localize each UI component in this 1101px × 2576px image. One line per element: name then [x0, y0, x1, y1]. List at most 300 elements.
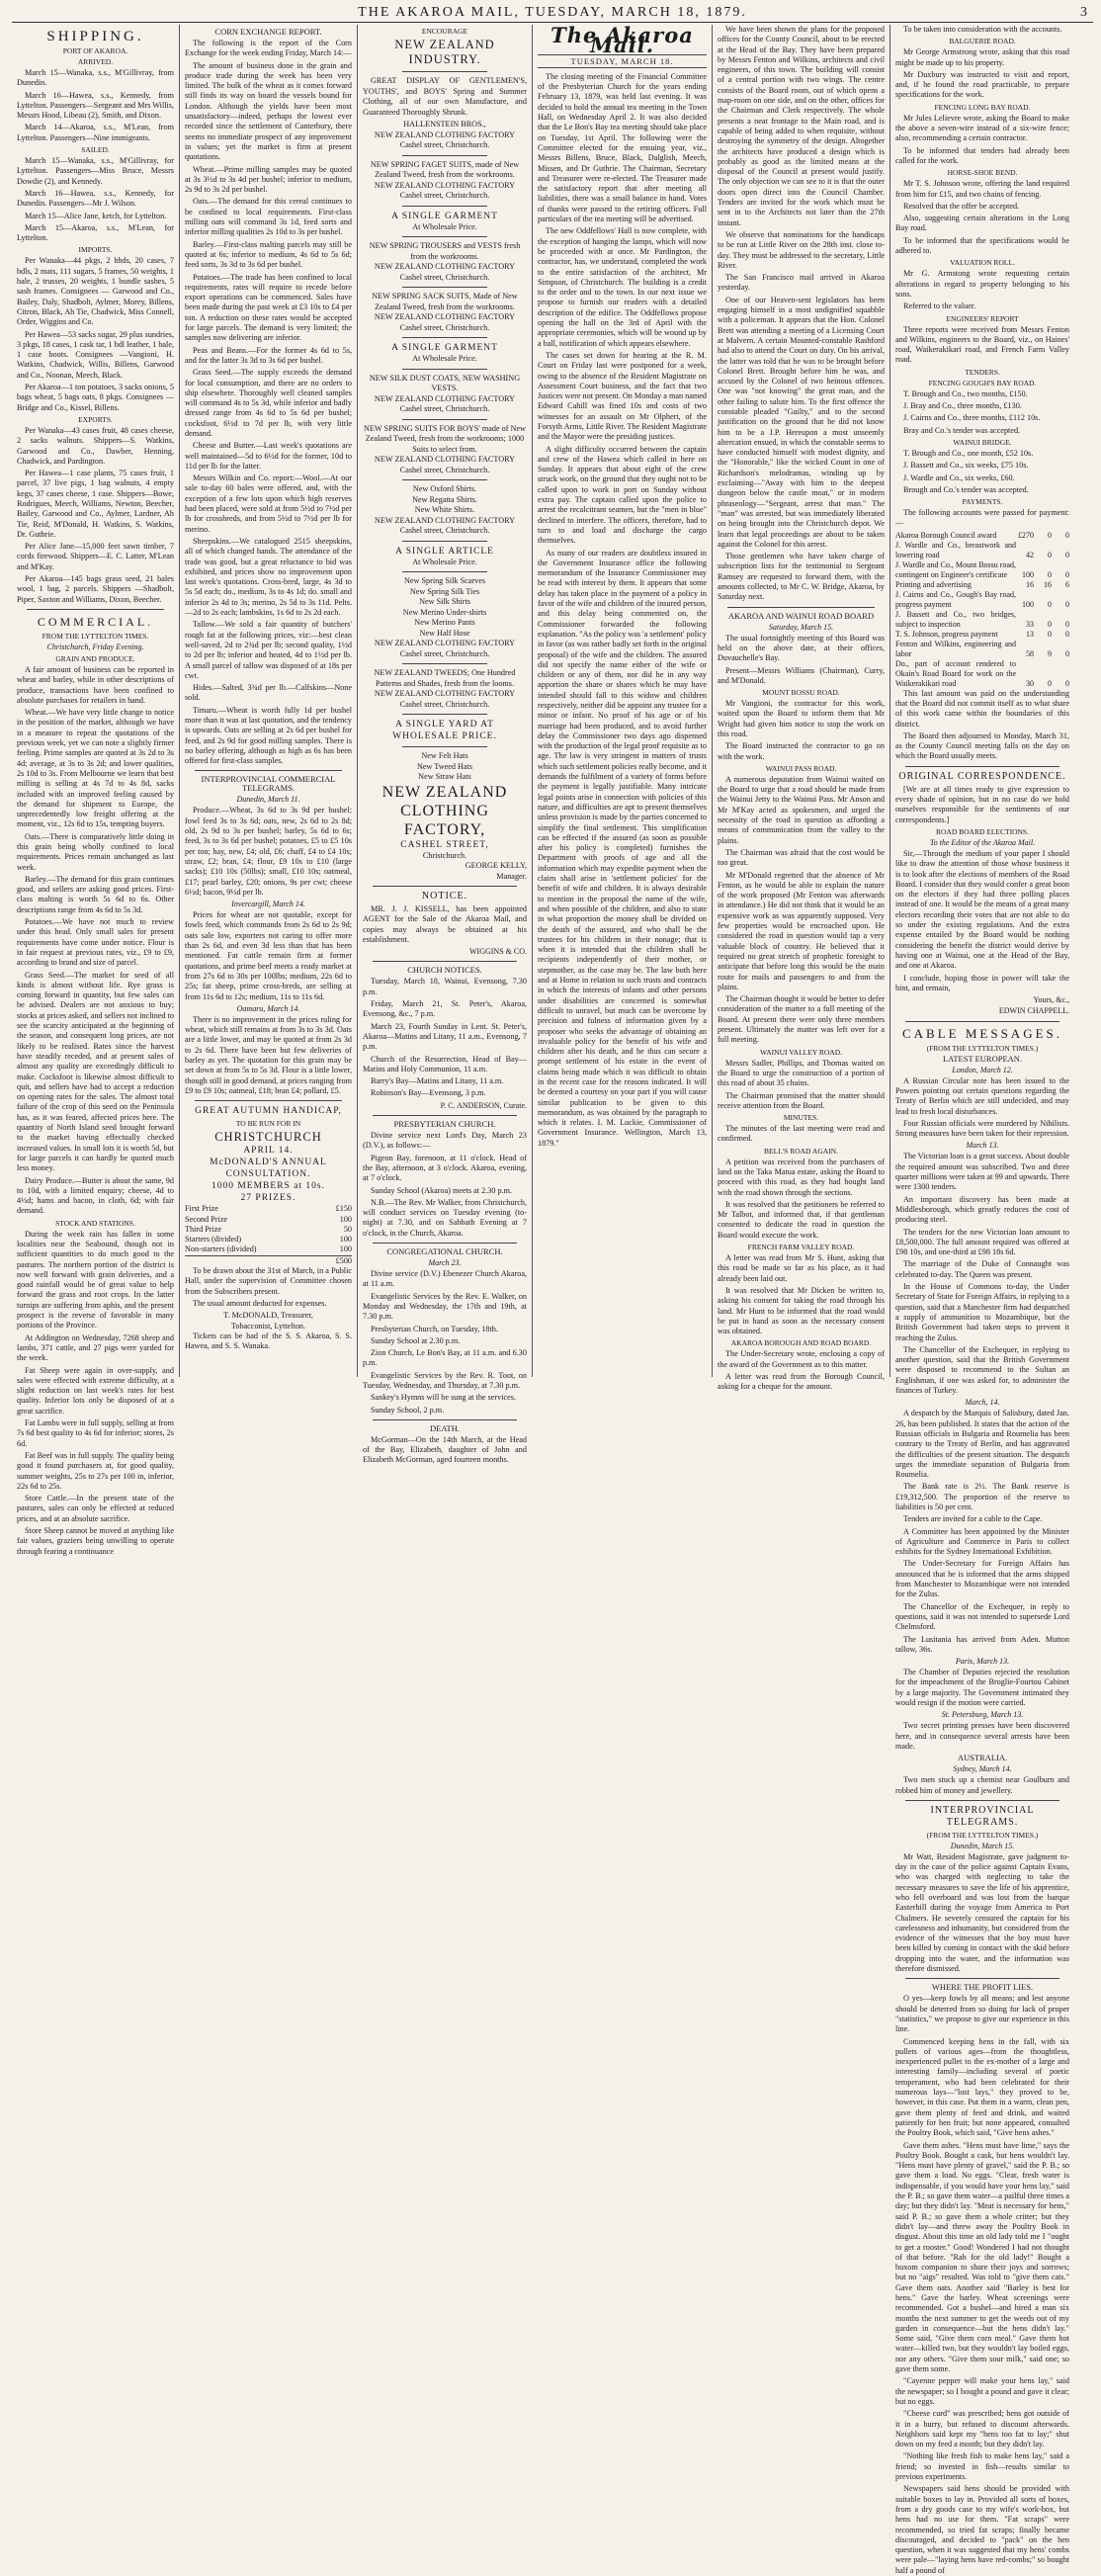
tender-item: J. Bassett and Co., six weeks, £75 10s.: [903, 461, 1029, 471]
arrived-item: March 15—Wanaka, s.s., M'Gillivray, from Dunedin.: [17, 68, 174, 88]
stock-para: Store Sheep cannot be moved at anything like fair values, graziers being unwilling to operate through fearing a continuance: [17, 1526, 174, 1556]
board-heading: AKAROA AND WAINUI ROAD BOARD: [727, 610, 875, 621]
arrived-item: March 16—Hawea, s.s., Kennedy, from Lyttelton. Passengers—Sergeant and Mrs Willis, Messrs Hood, Libeau (2), Smith, and Dixon.: [17, 90, 175, 121]
stock-heading: STOCK AND STATIONS.: [55, 1218, 135, 1228]
sailed-item: March 15—Akaroa, s.s., M'Lean, for Lyttelton.: [17, 222, 174, 243]
stock-para: Fat Beef was in full supply. The quality being good it found purchasers at, for good quality, summer weights, 25s to 27s per 100 in, inferior, 22s 6d to 25s.: [17, 1450, 174, 1491]
corn-para: Timaru.—Wheat is worth fully 1d per bushel more than it was at last quotation, and the tendency is upwards. Oats are selling at 2s 6d per bushel for feed, and 2s 9d for good milling samples. There is no barley offering, although as high as 6s has been offered for first-class samples.: [185, 705, 352, 766]
board-para: It was resolved that Mr Dicken be written to, asking his consent for taking the road through his land. Mr Hunt to be informed that the road would be put in hand as soon as the necessary consent was obtained.: [718, 1285, 885, 1336]
divider: [373, 1243, 517, 1244]
divider: [727, 607, 875, 608]
sailed-item: March 15—Wanaka, s.s., M'Gillivray, for Lyttelton. Passengers—Miss Bruce, Messrs Dowdie (2), and Kennedy.: [17, 156, 174, 186]
shillings: 0: [1048, 599, 1052, 609]
exports-item: Per Hawea—1 case plants, 75 cases fruit, 1 parcel, 37 live pigs, 1 bag walnuts, 4 empty kegs, 37 cases cheese, 1 case. Shippers—Bowe, Rodrigues, Meech, Williams, Newton, Beecher, Bailey, Garwood and Co., Aylmer, Lardner, Ah Tie, Reid, M'Donald, H. Watkins, S. Watkins, Dr. Guthrie.: [17, 469, 174, 539]
payment-desc: J. Wardle and Co., breastwork and lowering road: [895, 540, 1016, 559]
factory-address: Cashel street, Christchurch.: [399, 526, 490, 535]
divider: [402, 236, 487, 237]
subhead: FENCING LONG BAY ROAD.: [934, 102, 1031, 112]
board-para: Brough and Co.'s tender was accepted.: [903, 484, 1029, 494]
shillings: 9: [1048, 648, 1052, 658]
shirt-item: New White Shirts.: [414, 505, 475, 514]
table-row: [185, 1225, 352, 1235]
congr-item: Divine service (D.V.) Ebenezer Church Akaroa, at 11 a.m.: [363, 1269, 527, 1289]
payment-desc: J. Wardle and Co., Mount Bossu road, contingent on Engineer's certificate: [895, 559, 1016, 579]
hat-item: New Felt Hats: [421, 751, 468, 760]
profit-para: "Cheese curd" was prescribed; hens got outside of it in a hurry, but refused to discount afterwards. Neighbors said kept my "hens too fat to lay;" shut down on my feed a month; but they didn't lay.: [895, 2409, 1069, 2449]
column-4: [533, 25, 713, 1377]
cable-para: The Victorian loan is a great success. About double the required amount was subscribed. Two and three quarter millions were taken at 99 and upwards. There were 1300 tenders.: [895, 1152, 1069, 1192]
imports-item: Per Akaroa—1 ton potatoes, 3 sacks onions, 5 bags wheat, 5 bags oats, 8 pkgs. Consignees — Bridge and Co., Kissel, Billens.: [17, 383, 174, 412]
profit-para: "Cayenne pepper will make your hens lay," said the newspaper; so I bought a pound and gave it clear; but no eggs.: [895, 2376, 1069, 2406]
board-para: Bray and Co.'s tender was accepted.: [903, 425, 1021, 435]
corn-para: Hides.—Salted, 3¾d per lb.—Calfskins—None sold.: [185, 683, 352, 703]
manager-name: GEORGE KELLY,: [465, 861, 527, 870]
congr-item: Evangelistic Services by the Rev. E. Walker, on Monday and Wednesday, the 17th and 19th, at 7.30 p.m.: [363, 1291, 527, 1322]
board-para: The Chairman thought it would be better to defer consideration of the matter to a full meeting of the Board. At present there were only three members present. Ultimately the matter was left over for a full meeting.: [718, 994, 885, 1045]
board-para: Resolved that the offer be accepted.: [903, 201, 1020, 211]
pence: 0: [1065, 629, 1069, 639]
masthead-title: THE AKAROA MAIL, TUESDAY, MARCH 18, 1879.: [358, 5, 747, 20]
wholesale-price: At Wholesale Price.: [412, 221, 477, 231]
telegram-para: Mr Watt, Resident Magistrate, gave judgment to-day in the case of the police against Captain Evans, who was charged with neglecting to take the necessary measures to save the life of his apprentice, who fell overboard and was lost from the barque Easterhill during the voyage from America to Port Chalmers. He severely censured the captain for his carelessness and inhumanity, but considered from the evidence of the witnesses that the boy must have been killed by coming in contact with the skid before dropping into the water, and the information was therefore dismissed.: [895, 1851, 1069, 1974]
grain-para: Potatoes.—We have not much to review under this head. Only small sales for present requirements have come under notice. Flour is in fair request at previous rates, viz., £9 to £9, according to brand and size of parcel.: [17, 917, 174, 968]
grain-heading: GRAIN AND PRODUCE.: [55, 653, 135, 663]
invercargill-para: Prices for wheat are not quotable, except for fowls feed, which commands from 2s 6d to 2s 9d; oats sale low, exporters not caring to offer more than 2s 6d, and even 3d less than that has been mentioned. Fat cattle remain firm at former quotations, and prime beef meets a ready market at from 27s 6d to 30s per 100lbs; medium, 22s 6d to 25s; fat sheep, prime cross-breds, are selling at from 11s 6d to 12s; medium, 11s to 11s 6d.: [185, 910, 352, 1001]
divider: [402, 337, 487, 338]
congr-item: Sunday School at 2.30 p.m.: [371, 1335, 461, 1345]
factory-address: Cashel street, Christchurch.: [399, 404, 490, 413]
congr-item: Sunday School, 2 p.m.: [371, 1405, 445, 1415]
divider: [905, 1021, 1059, 1022]
board-para: The Chairman promised that the matter should receive attention from the Board.: [718, 1090, 885, 1110]
editorial-para: The closing meeting of the Financial Committee of the Presbyterian Church for the years ending February 13, 1879, was held last evening. It was decided to hold the annual tea meeting in the Town Hall, on Wednesday April 2. It was also decided that the Le Bon's Bay tea meeting should take place on Tuesday, 1st April. The following were the Committee elected for the ensuing year, viz., Messrs Billens, Bruce, Black, Dalglish, Meech, Missen, and Dr Guthrie. The Chairman, Secretary and Treasurer were re-elected. The Treasurer made the satisfactory report that after meeting all liabilities, there was a small balance in hand. Votes of thanks were passed to the retiring officers. Full particulars of the tea meeting will be advertised.: [538, 71, 707, 224]
imports-item: Per Hawea—53 sacks sugar, 29 plus sundries, 3 pkgs, 18 cases, 1 cask tar, 1 bdl leather, 1 bale, 1 case boots. Consignees —Vangioni, H. Watkins, Chadwick, Willis, Billens, Garwood and Co., Noonan, Meech, Black.: [17, 329, 174, 380]
scarf-item: New Half Hose: [419, 628, 470, 638]
board-date: Saturday, March 15.: [768, 622, 834, 632]
faget-suits: NEW SPRING FAGET SUITS, made of New Zealand Tweed, fresh from the workrooms.: [370, 159, 520, 179]
corn-para: Peas and Beans.—For the former 4s 6d to 5s, and for the latter 3s 3d to 3s 6d per bushel.: [185, 345, 352, 365]
board-para: Messrs Sadler, Phillips, and Thomas waited on the Board to urge the construction of a portion of this road of about 35 chains.: [718, 1058, 885, 1088]
paris-dateline: Paris, March 13.: [955, 1657, 1010, 1667]
profit-heading: WHERE THE PROFIT LIES.: [931, 1982, 1034, 1993]
notice-heading: NOTICE.: [421, 891, 468, 902]
handicap-title: GREAT AUTUMN HANDICAP,: [195, 1106, 342, 1117]
pence: 0: [1065, 530, 1069, 540]
board-para: Referred to the valuer.: [903, 301, 976, 311]
consultation-title: McDONALD'S ANNUAL CONSULTATION.: [210, 1158, 327, 1180]
cashel-street: CASHEL STREET,: [400, 839, 489, 850]
tweeds: NEW ZEALAND TWEEDS; One Hundred Patterns and Shades, fresh from the looms.: [374, 668, 516, 688]
presby-item: Pigeon Bay, forenoon, at 11 o'clock. Head of the Bay, afternoon, at 3 o'clock. Akaroa, evening, at 7 o'clock.: [363, 1153, 527, 1183]
handicap-ad: [185, 1105, 352, 1204]
church-heading: CHURCH NOTICES.: [407, 965, 482, 976]
divider: [402, 419, 487, 420]
cable-para: In the House of Commons to-day, the Under Secretary of State for Foreign Affairs, in replying to a question, said that a Manchester firm had despatched a supply of ammunition to Mozambique, but the British Government had taken steps to prevent it reaching the Zulus.: [895, 1282, 1069, 1342]
subhead: WAINUI VALLEY ROAD.: [760, 1047, 842, 1057]
payment-desc: Do., part of account rendered to Okain's Road Board for work on the Waikerakikari road: [895, 658, 1016, 688]
divider: [373, 961, 517, 962]
cable-heading: CABLE MESSAGES.: [901, 1025, 1063, 1041]
board-para: This last amount was paid on the understanding that the Board did not commit itself as to what share of this work came within the boundaries of this district.: [895, 688, 1069, 729]
hallenstein: HALLENSTEIN BROS.,: [403, 120, 486, 129]
tender-item: T. Brough and Co., two months, £150.: [903, 388, 1028, 398]
dunedin-para: Produce.—Wheat, 3s 6d to 3s 9d per bushel; fowl feed 3s to 3s 6d; oats, new, 2s 6d to 2s 8d; old, 2s 9d to 3s per bushel; barley, 5s 6d to 6s; feed, 3s to 3s 6d per bushel; potatoes, £5 to £5 10s per ton; hay, new, £4; old, £6; chaff, £4 to £4 10s; straw, £2; bran, £4; flour, £9 10s to £10 (large sacks); £10 10s (50lbs); small, £10 10s; oatmeal, £17; pearl barley, £20; onions, 9s per cwt; cheese 6½d; bacon, 9½d per lb.: [185, 806, 352, 897]
subhead: FRENCH FARM VALLEY ROAD.: [747, 1243, 855, 1252]
board-para: To be informed that tenders had already been called for the work.: [895, 145, 1069, 165]
subhead: ENGINEERS' REPORT: [946, 313, 1019, 323]
prizes-title: 27 PRIZES.: [240, 1193, 296, 1204]
corn-heading: CORN EXCHANGE REPORT.: [214, 27, 322, 37]
subhead: MINUTES.: [783, 1113, 819, 1123]
oamaru-para: There is no improvement in the prices ruling for wheat, which still remains at from 3s to 3s 3d. Oats are a little lower, and may be quoted at from 2s 3d to 2s 6d. There have been but few deliveries of barley as yet. The quotation for this grain may be set down at from 5s to 5s 3d. Flour is a little lower, though still in good demand, at prices ranging from £9 to £9 10s; oatmeal, £18; bran £4; pollard, £5.: [185, 1014, 352, 1095]
letter-closing: Yours, &c.,: [1033, 995, 1069, 1005]
church-item: Friday, March 21, St. Peter's, Akaroa, Evensong, &c., 7 p.m.: [363, 999, 527, 1019]
editorial-para: A slight difficulty occurred between the captain and crew of the Hawea which called in here on Sunday. It appears that about eight of the crew struck work, on the ground that they ought not to be called upon to work in port on Sunday without extra pay. The captain called upon the police to arrest the recalcitrant seamen, but the "men in blue" declined to interfere. The officers, therefore, had to turn to and load and discharge the cargo themselves.: [538, 444, 707, 546]
factory-name: NEW ZEALAND CLOTHING FACTORY: [374, 312, 516, 321]
profit-para: Newspapers said hens should be provided with suitable boxes to lay in. Provided all sorts of boxes, from a dry goods case to my wife's work-box, but hens had no use for them. "Fat scraps" were recommended, so tried fat scraps; finally became discouraged, and decided to "pack" on the hen question, when it was suggested that my hens' combs were pale—"laying hens have red-combs;" so bought half a pound of: [895, 2484, 1069, 2575]
subhead: TENDERS.: [965, 367, 1000, 377]
church-item: Barry's Bay—Matins and Litany, 11 a.m.: [371, 1076, 504, 1086]
stock-para: Fat Sheep were again in over-supply, and sales were effected with extreme difficulty, at a slight reduction on last week's rates for best quality. Inferior lots only be disposed of at a great sacrifice.: [17, 1365, 174, 1416]
congr-item: Presbyterian Church, on Tuesday, 18th.: [371, 1324, 498, 1333]
subhead: BELL'S ROAD AGAIN.: [764, 1146, 838, 1156]
board-para: The minutes of the last meeting were read and confirmed.: [718, 1124, 885, 1144]
commercial-dateline: Christchurch, Friday Evening.: [46, 642, 144, 651]
stock-para: During the week rain has fallen in some localities near the Seabound, though not in sufficient quantities to do much good to the pastures. The northern portion of the district is now well forward with grain deliveries, and a good rainfall would be of great value to help forward the grass and root crops. In the latter turnips are suffering from aphis, and the present prospect is the reverse of favorable in many portions of the Province.: [17, 1229, 174, 1331]
news-para: One of our Heaven-sent legislators has been engaging himself in a most undignified squabble with a policeman. It appears that the Hon. Colonel Brett was attending a meeting of a Licensing Court at Malvern. A certain Mounted-constable Rashford had also to attend the Court on duty. On his arrival, the latter was told that he was to be brought before Colonel Brett. Brought before him he was, and accused by the Colonel of two heinous offences. One was "not knowing" the great man, and the other failing to salute him. To the first offence the constable pleaded "Guilty," and to the second justification on the ground that he did not know him to be a J.P. Hereupon a most unseemly altercation ensued, in which the constable seems to have conducted himself with modest dignity, and the "Honorable," like the wicked Count in one of Richardson's melodramas, winding up by exclaiming—"Away with him to the deepest dungeon below the castle moat," or in modern phraseology—"Sergeant, arrest that man." The "man" was arrested, but was immediately liberated on being brought into the Christchurch depot. We learn that legal proceedings are about to be taken against the Colonel for this arrest.: [718, 295, 885, 549]
prize-name: Third Prize: [185, 1224, 222, 1234]
board-para: The usual fortnightly meeting of this Board was held on the above date, at their offices, Duvauchelle's Bay.: [718, 633, 885, 663]
divider: [402, 71, 487, 72]
shillings: 0: [1048, 619, 1052, 629]
presby-heading: PRESBYTERIAN CHURCH.: [393, 1119, 496, 1130]
cable-para: The Under-Secretary for Foreign Affairs has announced that he is informed that the arms shipped from Manchester to Mozambique were not intended for the Zulus.: [895, 1559, 1069, 1599]
cable-date: March 13.: [966, 1141, 999, 1151]
board-para: It was resolved that the petitioners be referred to Mr Talbot, and informed that, if that gentleman consented to dedicate the road in question the Board would execute the work.: [718, 1199, 885, 1240]
cable-para: A despatch by the Marquis of Salisbury, dated Jan. 26, has been published. It states that the action of the Russian officials in Bulgaria and Roumelia has been contrary to the Treaty of Berlin, and has aggravated the difficulties of the present situation. The despatch urges the immediate separation of Bulgaria from Roumelia.: [895, 1409, 1069, 1480]
masthead: [12, 4, 1093, 23]
tender-item: T. Brough and Co., one month, £52 10s.: [903, 448, 1034, 458]
editorial-para: The new Oddfellows' Hall is now complete, with the exception of hanging the lamps, which will now be proceeded with at once. Mr Pardington, the contractor, has, we understand, completed the work to the entire satisfaction of the architect, Mr Simpson, of Christchurch. The building is a credit to the order and to the town. In our next issue we propose to furnish our readers with a detailed description of the edifice. The Oddfellows propose opening the hall on the 3rd of April with the appropriate ceremonies, which will be wound up by a ball, notification of which appears elsewhere.: [538, 226, 707, 348]
manager-title: Manager.: [496, 871, 527, 881]
scarf-item: New Silk Shirts: [419, 597, 470, 606]
arrived-item: March 14—Akaroa, s.s., M'Lean, from Lyttelton. Passengers—Nine immigrants.: [17, 123, 174, 142]
board-para: Present—Messrs Williams (Chairman), Curry, and M'Donald.: [718, 665, 885, 685]
divider: [195, 1100, 342, 1101]
members-line: 1000 MEMBERS at 10s.: [211, 1181, 325, 1192]
presby-item: N.B.—The Rev. Mr Walker, from Christchurch, will conduct services on Tuesday evening (to-night) at 7.30, and on Sabbath Evening at 7 o'clock, in the Church, Akaroa.: [363, 1197, 527, 1238]
divider: [905, 1800, 1059, 1801]
pounds: 42: [1026, 550, 1034, 559]
silk-dust: NEW SILK DUST COATS, NEW WASHING VESTS.: [369, 373, 521, 392]
divider: [373, 1419, 517, 1420]
board-para: To be informed that the specifications would be adhered to.: [895, 235, 1069, 256]
board-para: Mr T. S. Johnson wrote, offering the land required from him for £15, and two chains of fencing.: [895, 179, 1069, 199]
orig-corr-note: [We are at all times ready to give expression to every shade of opinion, but in no case do we hold ourselves responsible for the sentiments of our correspondents.]: [895, 784, 1069, 824]
board-para: Mr Duxbury was instructed to visit and report, and, if he found the road practicable, to prepare specifications for the work.: [895, 69, 1069, 100]
payments-table: [895, 531, 1069, 689]
factory-name: NEW ZEALAND CLOTHING FACTORY: [374, 393, 516, 403]
single-garment: A SINGLE GARMENT: [391, 343, 498, 353]
prize-amount: 50: [343, 1224, 352, 1234]
payment-desc: J. Cairns and Co., Gough's Bay road, progress payment: [895, 589, 1016, 609]
board-para: The Board then adjourned to Monday, March 31, as the County Council meeting falls on the day on which the Board usually meets.: [895, 730, 1069, 761]
scarf-item: New Merino Pants: [414, 618, 475, 627]
letter-para: I conclude, hoping those in power will take the hint, and remain,: [895, 973, 1069, 992]
treasurer-block: [185, 1311, 352, 1331]
editorial-date: TUESDAY, MARCH 18.: [538, 54, 707, 68]
payment-desc: Printing and advertising: [895, 579, 972, 589]
handicap-drawn: To be drawn about the 31st of March, in a Public Hall, under the supervision of Committee chosen from the Subscribers present.: [185, 1265, 352, 1296]
column-6: [890, 25, 1074, 2575]
board-para: Mr Vangioni, the contractor for this work, waited upon the Board to inform them that Mr Wright had given him notice to stop the work on this road.: [718, 699, 885, 738]
prize-table: [185, 1204, 352, 1266]
divider: [402, 479, 487, 480]
factory-address: Cashel street, Christchurch.: [399, 140, 490, 149]
divider: [402, 541, 487, 542]
shillings: 16: [1044, 579, 1052, 589]
pence: 0: [1065, 619, 1069, 629]
handicap-sub: TO BE RUN FOR IN: [235, 1119, 301, 1129]
church-item: Church of the Resurrection, Head of Bay—Matins and Holy Communion, 11 a.m.: [363, 1054, 527, 1073]
imports-item: Per Wanaka—44 pkgs, 2 hhds, 20 cases, 7 bdls, 2 mats, 111 sugars, 5 frames, 50 weights, 1 bale, 2 trusses, 20 weights, 1 bundle sashes, 5 sash frames. Consignees — Garwood and Co., Bailey, Daly, Shadbolt, Aylmer, Morey, Billens, Citron, Black, Ah Tie, Chadwick, Miss Connell, Order, Wiggins and Co.: [17, 256, 174, 327]
cable-para: The tenders for the new Victorian loan amount to £8,500,000. The full amount required was offered at £98 10s, and one-third at £98 18s 6d.: [895, 1227, 1069, 1257]
grain-para: Dairy Produce.—Butter is about the same, 9d to 10d, with a limited enquiry; cheese, 4d to 4½d; hams and bacon, in cloth, 6d; with fair demand.: [17, 1175, 174, 1216]
clothing-banner: CLOTHING FACTORY,: [400, 802, 489, 838]
presby-item: Sunday School (Akaroa) meets at 2.30 p.m.: [371, 1185, 513, 1195]
christchurch: Christchurch.: [422, 850, 467, 860]
prize-name: Second Prize: [185, 1214, 227, 1224]
sack-suits: NEW SPRING SACK SUITS, Made of New Zealand Tweed, fresh from the workrooms.: [372, 292, 518, 311]
pounds: 30: [1026, 678, 1034, 688]
cable-para: A Committee has been appointed by the Minister of Agriculture and Commerce in Paris to collect exhibits for the Sydney International Exhibition.: [895, 1526, 1069, 1557]
treasurer: T. McDONALD, Treasurer,: [223, 1311, 313, 1321]
factory-address: Cashel street, Christchurch.: [399, 272, 490, 282]
column-5: [713, 25, 890, 1392]
divider: [402, 206, 487, 207]
great-display: GREAT DISPLAY OF GENTLEMEN'S, YOUTHS', and BOYS' Spring and Summer Clothing, all of our own Manufacture, and Guaranteed Thoroughly Shrunk.: [363, 76, 527, 117]
cable-para: Four Russian officials were murdered by Nihilists. Strong measures have been taken for their repression.: [895, 1118, 1069, 1139]
table-row: [895, 580, 1069, 590]
prize-amount: 100: [339, 1214, 352, 1224]
stock-para: Store Cattle.—In the present state of the pastures, sales can only be effected at reduced prices, and at an absolute sacrifice.: [17, 1494, 174, 1523]
board-para: The Chairman was afraid that the cost would be too great.: [718, 847, 885, 868]
news-para: The San Francisco mail arrived in Akaroa yesterday.: [718, 273, 885, 293]
table-row: [895, 560, 1069, 580]
column-2: [180, 25, 358, 1377]
industry-line: NEW ZEALAND INDUSTRY.: [394, 38, 495, 66]
divider: [402, 287, 487, 288]
port-heading: PORT OF AKAROA.: [62, 46, 128, 55]
divider: [402, 714, 487, 715]
handicap-place: CHRISTCHURCH: [214, 1130, 322, 1145]
nz-banner: NEW ZEALAND: [381, 783, 508, 801]
table-row: [895, 541, 1069, 560]
board-para: Three reports were received from Messrs Fenton and Wilkins, engineers to the Board, viz., on Haines' road, Waikerakikari road, and French Farm Valley road.: [895, 324, 1069, 365]
prize-amount: £150: [335, 1204, 352, 1214]
corn-para: The following is the report of the Corn Exchange for the week ending Friday, March 14:—: [185, 39, 352, 58]
grain-para: A fair amount of business can be reported in wheat and barley, while in other descriptions of produce, transactions have been confined to absolute purchases for retailers in hand.: [17, 664, 174, 705]
notice-para: MR. J. J. KISSELL, has been appointed AGENT for the Sale of the Akaroa Mail, and copies may always be obtained at his establishment.: [363, 904, 527, 944]
corn-para: Oats.—The demand for this cereal continues to be confined to local requirements. First-class milling oats will command 3s 1d, feed sorts and inferior milling qualities 2s 10d to 3s per bushel.: [185, 197, 352, 237]
news-para: We observe that nominations for the handicaps to be run at Little River on the 28th inst. close to-day. They must be addressed to the secretary, Little River.: [718, 229, 885, 270]
corn-para: Potatoes.—The trade has been confined to local requirements, rates will require to recede before export operations can be commenced. Sales have been made during the past week at £3 10s to £4 per ton. A reduction on these rates would be accepted for large parcels. The demand is very limited; the samples now delivering are inferior.: [185, 272, 352, 343]
grain-para: Wheat.—We have very little change to notice in the position of the market, although we have in a measure to repeat the quotations of the previous week, yet we can note a slightly firmer feeling. Prime samples are quoted at 3s 2d to 3s 4d; average, at 3s to 3s 2d; and lower qualities, 2s 10d to 3s. From Melbourne we learn that best milling is selling at 4s 7d to 4s 8d, sacks included with an improved feeling caused by the demand for shipment to Europe, the unprecedentedly low freight offering at the moment, viz., 12s 6d to 15s, tempting buyers.: [17, 708, 174, 829]
scarf-item: New Spring Silk Ties: [409, 586, 480, 596]
exports-heading: EXPORTS.: [78, 414, 113, 424]
table-row: [895, 630, 1069, 640]
single-article: A SINGLE ARTICLE: [395, 546, 494, 557]
divider: [905, 1978, 1059, 1979]
table-row: [895, 659, 1069, 689]
factory-address: Cashel street, Christchurch.: [399, 465, 490, 474]
board-para: Also, suggesting certain alterations in the Long Bay road.: [895, 214, 1069, 233]
cable-para: The Chancellor of the Exchequer, in replying to another question, said that the British Government were disposed to recommend to the Sultan an Englishman, if one was asked for, to administer the finances of Turkey.: [895, 1344, 1069, 1396]
subhead: MOUNT BOSSU ROAD.: [762, 688, 840, 698]
pounds: 33: [1026, 619, 1034, 629]
board-para: Mr M'Donald regretted that the absence of Mr Fenton, as he would be able to explain the nature of the work proposed (Mr Fenton was afterwards in attendance.) He did not think that it would be an expensive work as was apparently supposed. Very few properties would be encroached upon. He considered the road in question would tap a very valuable block of country. He believed that it required no great stretch of prophetic foresight to anticipate that before long this would be the main route for mails and passengers to and from the plains.: [718, 870, 885, 991]
pence: 6: [1065, 579, 1069, 589]
corn-para: Wheat.—Prime milling samples may be quoted at 3s 3½d to 3s 4d per bushel; inferior to medium, 2s 9d to 3s 2d per bushel.: [185, 164, 352, 195]
stock-para: At Addington on Wednesday, 7268 sheep and lambs, 371 cattle, and 27 pigs were yarded for the week.: [17, 1332, 174, 1363]
pence: 0: [1065, 648, 1069, 658]
board-para: A letter was read from the Borough Council, asking for a cheque for the amount.: [718, 1372, 885, 1392]
table-row: [185, 1235, 352, 1245]
pounds: 16: [1026, 579, 1034, 589]
divider: [373, 1115, 517, 1116]
clothing-ad: [363, 27, 527, 882]
australia-heading: AUSTRALIA.: [957, 1753, 1008, 1763]
grain-para: Barley.—The demand for this grain continues good, and sellers are asking good prices. First-class malting is worth 5s 6d to 6s. Other descriptions range from 4s 6d to 5s 3d.: [17, 874, 174, 914]
wholesale-price: At Wholesale Price.: [412, 557, 477, 566]
prize-name: Starters (divided): [185, 1235, 242, 1245]
scarf-item: New Spring Silk Scarves: [403, 576, 486, 585]
editorial-para: As many of our readers are doubtless insured in the Government Insurance office the following memorandum of the Insurance Commissioner may be read with interest by them. It appears that some delay has taken place in the payment of a policy in favor of the wife and children of the insured person, and this delay being commented on, the Commissioner forwarded the following explanation. "As the policy was 'a settlement' policy in favor (as was rather badly set forth in the original proposal) of the wife and the children. The assured did not specify the name either of the wife or children or any of them, nor did he in any way apportion the share or shares which he may have intended should fall to this widow and children respectively, neither did he appoint any trustee for a minor or infant. No proof of his age or of his marriage had been produced, and to avoid further delay the Commissioner two days ago dispensed with the production of the legal proof requisite as to age. The law is very stringent in matters of trusts which such settlement policies really become, and it demands the fulfilment of a variety of forms before the payment is legally justifiable. Many intricate legal points arise in connection with policies of this nature, and difficulties are apt to present themselves unless provision is made by the parties concerned to simplify the final settlement. This simplification can be effected if the assured (as soon as possible after his policy is completed) furnishes the Department with proofs of age and all the information which may expedite payment when the claim shall arise in 'settlement policies' for the benefit of wife and children. It is always desirable to mention in the proposal the name of the wife, and when possible of the children, and also to state in what proportion the money shall be divided on the death of the assured, and who shall be the trustees for his children in their nonage; that is when it is intended that the children shall be recipients independently of their mother, or stepmother, as the case may be. The law both here and at Home in relation to such trusts and contracts in which the interests of infants and other persons under disabilities are concerned is somewhat difficult to unravel, but much can be overcome by precision and fulness of information given by a proposer who seeks the advantage of obtaining an invaluable policy for the benefit of his wife and children after his death, and he thus can secure a prompt settlement of his estate in the event of claims being made which it was difficult to obtain in the recent case for the reasons indicated. It will be deemed a courtesy on your part if you will cause similar publication to be given to this memorandum, as was obtained by the paragraph to which it relates. I. M. Luckie, Commissioner of Government Insurance. Wellington, March 13, 1879.": [538, 548, 707, 1148]
church-item: Robinson's Bay—Evensong, 3 p.m.: [371, 1088, 486, 1098]
table-row: [185, 1215, 352, 1225]
subhead: WAINUI BRIDGE.: [953, 437, 1012, 447]
arrived-heading: ARRIVED.: [77, 57, 114, 66]
cable-source: (FROM THE LYTTELTON TIMES.): [926, 1043, 1039, 1053]
factory-name: NEW ZEALAND CLOTHING FACTORY: [374, 639, 516, 647]
shillings: 0: [1048, 678, 1052, 688]
subhead: HORSE-SHOE BEND.: [947, 168, 1018, 178]
tender-item: J. Cairns and Co., three months, £112 10s.: [903, 413, 1041, 423]
church-item: Tuesday, March 18, Wainui, Evensong, 7.30 p.m.: [363, 977, 527, 996]
encourage-line: ENCOURAGE: [421, 27, 468, 36]
subhead: VALUATION ROLL.: [950, 258, 1015, 268]
pounds: 13: [1026, 629, 1034, 639]
corn-para: Barley.—First-class malting parcels may still be quoted at 6s; inferior to medium, 4s 6d to 5s 6d; feed sorts, 3s 3d to 3s 6d per bushel.: [185, 239, 352, 270]
imports-heading: IMPORTS.: [78, 245, 113, 255]
shirt-item: New Regatta Shirts.: [412, 494, 477, 504]
factory-address: Cashel street, Christchurch.: [399, 699, 490, 709]
handicap-tickets: Tickets can be had of the S. S. Akaroa, S. S. Hawea, and S. S. Wanaka.: [185, 1331, 352, 1351]
board-para: The Under-Secretary wrote, enclosing a copy of the award of the Government as to this matter.: [718, 1349, 885, 1369]
table-row: [895, 610, 1069, 630]
pence: 0: [1065, 678, 1069, 688]
divider: [905, 766, 1059, 767]
factory-name: NEW ZEALAND CLOTHING FACTORY: [374, 262, 516, 271]
hat-item: New Tweed Hats: [416, 761, 473, 771]
shipping-heading: SHIPPING.: [46, 29, 144, 44]
letter-salutation: To the Editor of the Akaroa Mail.: [929, 837, 1036, 847]
letter-heading: ROAD BOARD ELECTIONS.: [936, 826, 1029, 836]
subhead: WAINUI PASS ROAD.: [765, 763, 837, 773]
board-para: To be taken into consideration with the accounts.: [903, 25, 1062, 34]
shirt-item: New Oxford Shirts.: [412, 484, 477, 493]
factory-address: Cashel street, Christchurch.: [399, 191, 490, 200]
congr-item: Evangelistic Services by the Rev. R. Toot, on Tuesday, Wednesday, and Thursday, at 7.30 p.m.: [363, 1370, 527, 1390]
letter-signature: EDWIN CHAPPELL.: [998, 1006, 1069, 1016]
handicap-deduct: The usual amount deducted for expenses.: [193, 1298, 327, 1308]
pence: 0: [1065, 599, 1069, 609]
tobacconist: Tobacconist, Lyttelton.: [230, 1321, 306, 1331]
news-para: We have been shown the plans for the proposed offices for the County Council, about to be erected at the Head of the Bay. They have been prepared by Messrs Fenton and Wilkins, architects and civil engineers, of this town. The building will consist of a central portion with two wings. The centre consists of the Board room, out of which opens a map-room on one side, and on the other, offices for the Chairman and Clerk respectively. The whole presents a neat frontage to the Main road, and is capable of being added to when requisite, without destroying the symmetry of the design. Altogether the architects have produced a design which is probably as good as the limited means at the disposal of the Council at present would justify. The only objection we can see to it is that the outer doors open direct into the Council Chamber. Tenders are invited for the work which must be sent in to the Architects not later than the 27th instant.: [718, 25, 885, 227]
board-para: The Board instructed the contractor to go on with the work.: [718, 741, 885, 761]
notice-signature: WIGGINS & CO.: [469, 947, 527, 957]
corn-para: Tallow.—We sold a fair quantity of butchers' rough fat at the following prices, viz:—best clean well-saved, 2d to 2¾d per lb; second quality, 1½d to 2d per lb; inferior and heated, 4d to 1½d per lb. A small parcel of tallow was disposed of at 18s per cwt.: [185, 620, 352, 680]
church-item: March 23, Fourth Sunday in Lent. St. Peter's, Akaroa—Matins and Litany, 11 a.m., Evensong, 7 p.m.: [363, 1021, 527, 1052]
board-para: The following accounts were passed for payment:—: [895, 508, 1069, 528]
profit-para: Gave them ashes. "Hens must have lime," says the Poultry Book. Bought a cask, but hens wouldn't lay. "Hens must have plenty of gravel," said the P. B.; so gave them a load. No eggs. "Clear, fresh water is indispensable, if you would have your hens lay," said the P. B.; so gave them water—a pailful three times a day; but they didn't lay. "Meat is necessary for hens," said P. B.; so gave them a whole critter; but they didn't lay—and threw away the Poultry Book in disgust. About this time an old lady told me I "ought to get a rooster." Good! Wondered I had not thought of that before. "Rah for the old lady!" Bought a buxom companion to share their joys and sorrows; but no "aigs" resulted. Was told to "give them cats." Gave them oats. Another said "Barley is best for hens." Gave the barley. Wheat screenings were recommended. Got a bushel—and hired a man six months the next summer to get the weeds out of my garden in consequence—but the hens didn't lay." Some said, "Give them corn meal." Gave them hot water—killed two, but they wouldn't lay boiled eggs, nor any others. "Give them sour milk," said one; so gave them some.: [895, 2140, 1069, 2374]
divider: [195, 770, 342, 771]
paper-title: The Akaroa Mail.: [550, 23, 694, 58]
payment-desc: T. S. Johnson, progress payment: [895, 629, 998, 639]
prize-amount: 100: [339, 1235, 352, 1245]
intertel-source: (FROM THE LYTTELTON TIMES.): [926, 1830, 1039, 1840]
cable-para: Two men stuck up a chemist near Goulburn and robbed him of money and jewellery.: [895, 1775, 1069, 1795]
corn-para: Grass Seed.—The supply exceeds the demand for local consumption, and there are no orders to ship elsewhere. Thoroughly well cleaned samples will command 4s to 5s 3d, while inferior and badly dressed range from 4s 6d to 5s 6d per bushel; cocksfoot, 6½d to 7d per lb, with very little demand.: [185, 368, 352, 438]
factory-name: NEW ZEALAND CLOTHING FACTORY: [374, 455, 516, 464]
dunedin-dateline: Dunedin, March 11.: [236, 795, 300, 805]
sailed-heading: SAILED.: [81, 145, 110, 155]
subhead: BALGUERIE ROAD.: [949, 37, 1016, 46]
table-row: [185, 1204, 352, 1214]
prize-total: £500: [321, 1255, 352, 1266]
news-para: Those gentlemen who have taken charge of subscription lists for the testimonial to Sergeant Ramsey are requested to forward them, with the amounts collected, to Mr C. W. Bridge, Akaroa, by Saturday next.: [718, 552, 885, 602]
payment-desc: Fenton and Wilkins, engineering and labor: [895, 639, 1016, 658]
cable-para: The Chamber of Deputies rejected the resolution for the impeachment of the Broglie-Fourtou Cabinet by a large majority. The Government intimated they would resign if the motion were carried.: [895, 1668, 1069, 1708]
divider: [402, 369, 487, 370]
oamaru-dateline: Oamaru, March 14.: [236, 1003, 300, 1013]
single-garment: A SINGLE GARMENT: [391, 211, 498, 221]
grain-para: Grass Seed.—The market for seed of all kinds is almost without life. Rye grass is coming forward in quantity, but few sales can be advised. Dealers are not anxious to buy; stocks at prices asked, and sellers not inclined to see the scarcity anticipated at the beginning of the season, and consequent long prices, are not likely to be realised. Rates since the harvest have steadily receded, and at present sales of almost any quality are exceedingly difficult to make. Cocksfoot is likewise almost difficult to quit, and sellers have had to accept a reduction on opening rates for the sales. The almost total failure of the crop of this seed on the Peninsula has, as it was feared, affected prices here. The quantity of North Island seed brought forward to the market having effectually checked increased values. In small lots it is worth 5d, but for large parcels it can hardly be quoted much less money.: [17, 970, 174, 1173]
shillings: 0: [1048, 530, 1052, 540]
profit-para: Commenced keeping hens in the fall, with six pullets of various ages—from the thoughtless, inexperienced pullet to the ex-mother of a large and interesting family—including several of poetic temperament, who had been celebrated for their numerous lays—"lost lays," they proved to be, however, in this case. Put them in a warm, clean pen, gave them plenty of feed and drink, and waited patiently for hen fruit; but none appeared, consulted the Poultry Book, which said, "Give hens ashes.": [895, 2036, 1069, 2138]
congr-item: Zion Church, Le Bon's Bay, at 11 a.m. and 6.30 p.m.: [363, 1348, 527, 1368]
trousers: NEW SPRING TROUSERS and VESTS fresh from the workrooms.: [369, 241, 521, 261]
payment-desc: J. Bassett and Co., two bridges, subject to inspection: [895, 609, 1016, 629]
latest-european: LATEST EUROPEAN.: [942, 1053, 1023, 1064]
handicap-date: APRIL 14.: [243, 1146, 294, 1157]
factory-name: NEW ZEALAND CLOTHING FACTORY: [374, 129, 516, 139]
exports-item: Per Wanaka—43 cases fruit, 48 cases cheese, 2 sacks walnuts. Shippers—S. Watkins, Garwood and Co., Dawber, Henning, Chadwick, and Pardington.: [17, 425, 174, 466]
pounds: 58: [1026, 648, 1034, 658]
sydney-dateline: Sydney, March 14.: [953, 1764, 1012, 1774]
corn-para: The amount of business done in the grain and produce trade during the week has been very limited. The bulk of the wheat as it comes forward still finds its way on board the vessels bound for London. Although the yields have been most unsatisfactory—indeed, perhaps the lowest ever recorded since the settlement of Canterbury, there seems no immediate prospect of any improvement in values; yet the market is firm at present quotations.: [185, 60, 352, 162]
column-3: [358, 25, 533, 1465]
tender-item: J. Bray and Co., three months, £130.: [903, 401, 1022, 411]
divider: [373, 886, 517, 887]
factory-name: NEW ZEALAND CLOTHING FACTORY: [374, 180, 516, 190]
prize-amount: 100: [339, 1245, 352, 1254]
shillings: 0: [1048, 569, 1052, 579]
dunedin-dateline: Dunedin, March 15.: [950, 1841, 1015, 1850]
cable-para: The Chancellor of the Exchequer, in reply to questions, said it was not intended to supersede Lord Chelmsford.: [895, 1601, 1069, 1632]
editorial-para: The cases set down for hearing at the R. M. Court on Friday last were postponed for a week, owing to the absence of the Resident Magistrate on Assessment Court business, and the fact that two Justices were not present. On Monday a man named Edward Cahill was fined 10s and costs of two witnesses for an assault on Mr Olphert, of the Forsyth Arms, Little River. The Resident Magistrate and the Mayor were the presiding justices.: [538, 350, 707, 442]
intercol-heading: INTERPROVINCIAL COMMERCIAL TELEGRAMS.: [201, 774, 336, 794]
